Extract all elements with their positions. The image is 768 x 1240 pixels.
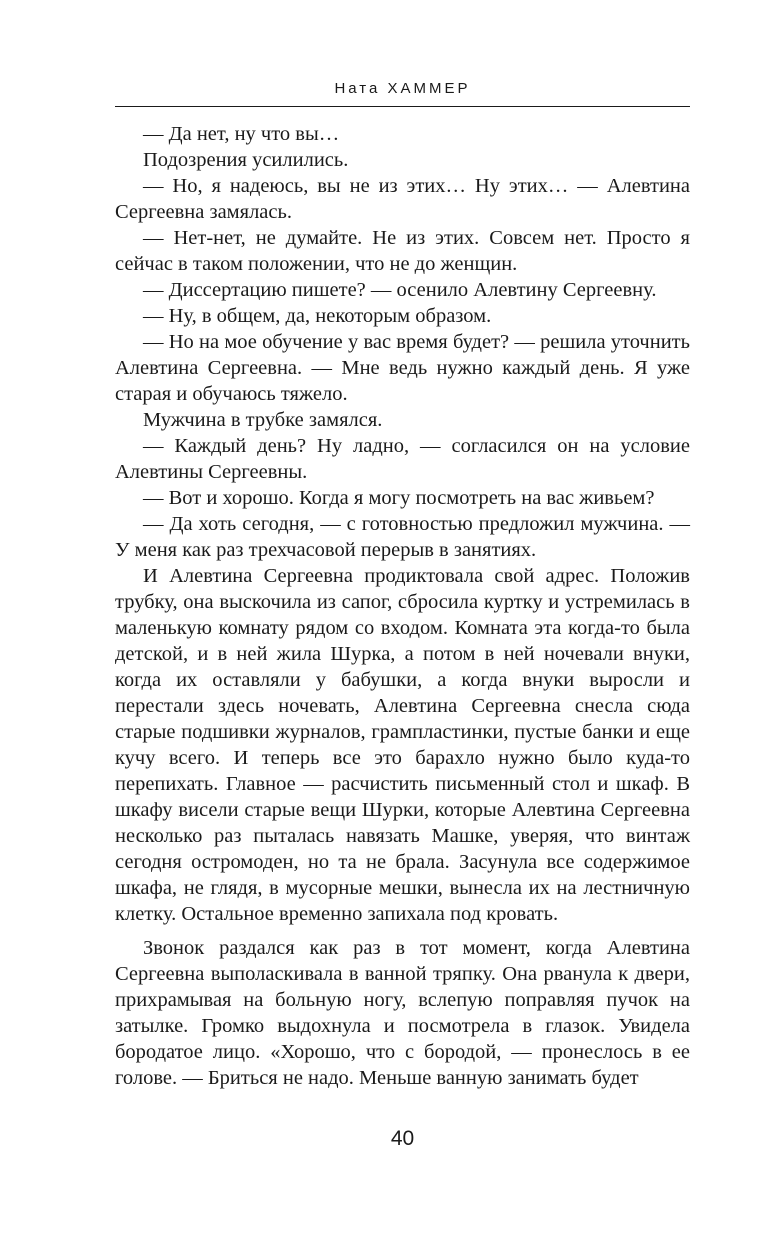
paragraph: — Ну, в общем, да, некоторым образом.: [143, 305, 492, 327]
paragraph: И Алевтина Сергеевна продиктовала свой адрес. Положив трубку, она выскочила из сапог, сбросила куртку и устремилась в маленькую комнату рядом со входом. Комната эта когда-то была детской, и в ней жила Шурка, а потом в ней ночевали внуки, когда их оставляли у бабушки, а когда внуки выросли и перестали здесь ночевать, Алевтина Сергеевна снесла сюда старые подшивки журналов, грампластинки, пустые банки и еще кучу всего. И теперь все это барахло нужно было куда-то перепихать. Главное — расчистить письменный стол и шкаф. В шкафу висели старые вещи Шурки, которые Алевтина Сергеевна несколько раз пыталась навязать Машке, уверяя, что винтаж сегодня остромоден, но та не брала. Засунула все содержимое шкафа, не глядя, в мусорные мешки, вынесла их на лестничную клетку. Остальное временно запихала под кровать.: [115, 565, 690, 925]
paragraph: — Но на мое обучение у вас время будет? — решила уточнить Алевтина Сергеевна. — Мне ведь нужно каждый день. Я уже старая и обучаюсь тяжело.: [115, 331, 690, 405]
paragraph: — Каждый день? Ну ладно, — согласился он на условие Алевтины Сергеевны.: [115, 435, 690, 483]
page-number: 40: [390, 1127, 415, 1150]
paragraph: — Нет-нет, не думайте. Не из этих. Совсем нет. Просто я сейчас в таком положении, что не до женщин.: [115, 227, 690, 275]
paragraph: Мужчина в трубке замялся.: [143, 409, 383, 431]
paragraph: — Да нет, ну что вы…: [143, 123, 340, 145]
paragraph: Звонок раздался как раз в тот момент, когда Алевтина Сергеевна выполаскивала в ванной тряпку. Она рванула к двери, прихрамывая на больную ногу, вслепую поправляя пучок на затылке. Громко выдохнула и посмотрела в глазок. Увидела бородатое лицо. «Хорошо, что с бородой, — пронеслось в ее голове. — Бриться не надо. Меньше ванную занимать будет: [115, 937, 690, 1089]
paragraph: — Но, я надеюсь, вы не из этих… Ну этих… — Алевтина Сергеевна замялась.: [115, 175, 690, 223]
running-head-author: Ната ХАММЕР: [334, 80, 471, 97]
paragraph: Подозрения усилились.: [143, 149, 349, 171]
paragraph: — Вот и хорошо. Когда я могу посмотреть на вас живьем?: [143, 487, 655, 509]
paragraph: — Диссертацию пишете? — осенило Алевтину Сергеевну.: [143, 279, 657, 301]
paragraph: — Да хоть сегодня, — с готовностью предложил мужчина. — У меня как раз трехчасовой перерыв в занятиях.: [115, 513, 690, 561]
body-text: [115, 121, 690, 1091]
header-rule: [115, 106, 690, 107]
